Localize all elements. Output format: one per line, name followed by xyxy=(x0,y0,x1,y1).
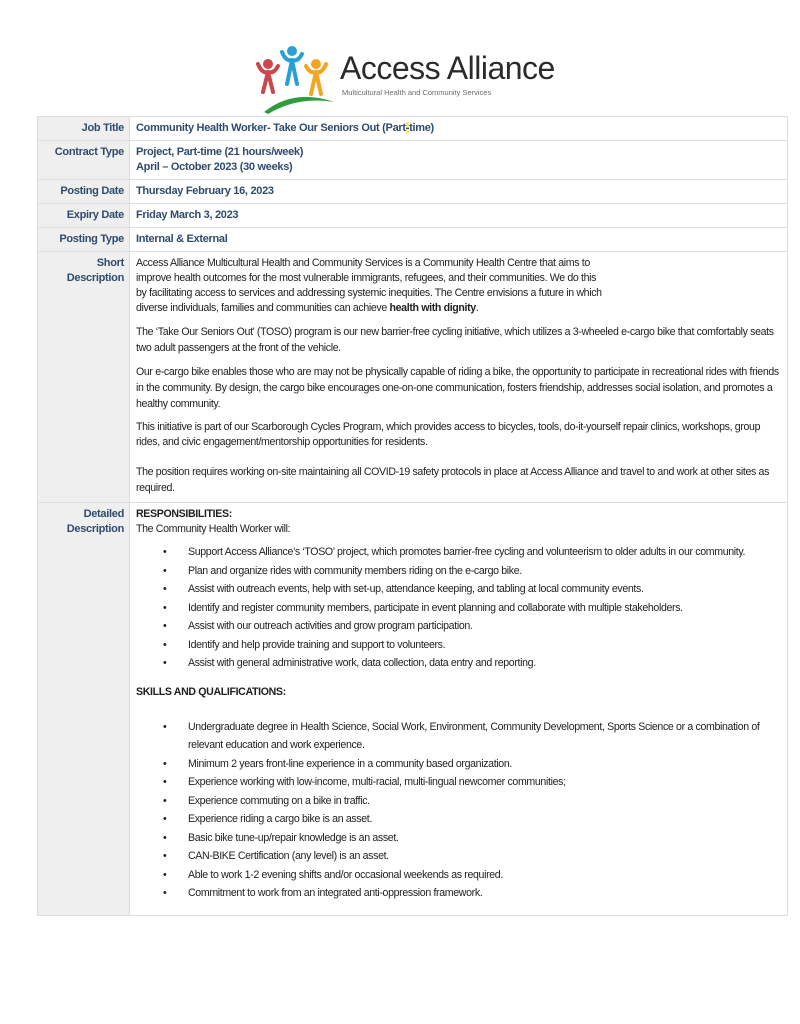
list-item: • Able to work 1-2 evening shifts and/or occasional weekends as required. xyxy=(188,866,781,885)
job-posting-table xyxy=(37,116,788,916)
covid-paragraph: The position requires working on-site maintaining all COVID-19 safety protocols in place at Access Alliance and travel to and work at other sites as required. xyxy=(136,466,770,494)
detailed-description-label-line2: Description xyxy=(66,523,124,535)
contract-type-line2: April – October 2023 (30 weeks) xyxy=(136,161,293,173)
detailed-description-label xyxy=(38,503,130,916)
contract-type-label: Contract Type xyxy=(38,141,130,180)
intro-line: Access Alliance Multicultural Health and Community Services is a Community Health Centre that aims to xyxy=(136,257,590,269)
list-item: • Experience riding a cargo bike is an asset. xyxy=(188,810,781,829)
row-contract-type xyxy=(38,141,788,180)
list-item: • Experience working with low-income, multi-racial, multi-lingual newcomer communities; xyxy=(188,773,781,792)
logo-wordmark: Access Alliance xyxy=(340,50,555,86)
list-item: • Assist with our outreach activities and grow program participation. xyxy=(188,617,781,636)
access-alliance-logo xyxy=(254,42,555,116)
row-posting-date xyxy=(38,180,788,204)
list-item: • Basic bike tune-up/repair knowledge is an asset. xyxy=(188,829,781,848)
list-item: • Identify and help provide training and support to volunteers. xyxy=(188,636,781,655)
list-item: • Plan and organize rides with community members riding on the e-cargo bike. xyxy=(188,562,781,581)
job-title-text: Community Health Worker- Take Our Seniors Out (Part xyxy=(136,122,406,134)
row-job-title xyxy=(38,117,788,141)
people-figures-icon xyxy=(254,42,338,116)
ecargo-paragraph: Our e-cargo bike enables those who are may not be physically capable of riding a bike, the opportunity to participate in recreational rides with friends in the community. By design, the cargo bike encourages one-on-one communication, fosters friendship, addresses social isolation, and promotes a healthy community. xyxy=(136,366,779,410)
row-short-description xyxy=(38,252,788,503)
skills-heading: SKILLS AND QUALIFICATIONS: xyxy=(136,685,286,698)
intro-line: diverse individuals, families and communities can achieve xyxy=(136,302,390,314)
contract-type-value xyxy=(130,141,788,180)
list-item: • Experience commuting on a bike in traffic. xyxy=(188,792,781,811)
job-title-label: Job Title xyxy=(38,117,130,141)
job-title-text-end: time) xyxy=(409,122,434,134)
detailed-description-label-line1: Detailed xyxy=(83,508,124,520)
posting-type-value: Internal & External xyxy=(130,228,788,252)
logo-tagline: Multicultural Health and Community Services xyxy=(342,88,492,97)
row-posting-type xyxy=(38,228,788,252)
expiry-date-value: Friday March 3, 2023 xyxy=(130,204,788,228)
job-title-value xyxy=(130,117,788,141)
list-item: • Assist with outreach events, help with set-up, attendance keeping, and tabling at local community events. xyxy=(188,580,781,599)
posting-type-label: Posting Type xyxy=(38,228,130,252)
highlighted-hyphen: - xyxy=(405,122,410,134)
responsibilities-list xyxy=(136,543,781,673)
responsibilities-intro: The Community Health Worker will: xyxy=(136,523,291,535)
posting-date-value: Thursday February 16, 2023 xyxy=(130,180,788,204)
toso-paragraph: The ‘Take Our Seniors Out' (TOSO) program is our new barrier-free cycling initiative, which utilizes a 3-wheeled e-cargo bike that comfortably seats two adult passengers at the front of the vehicle. xyxy=(136,326,774,354)
list-item: • Identify and register community members, participate in event planning and collaborate with multiple stakeholders. xyxy=(188,599,781,618)
short-description-label-line1: Short xyxy=(96,257,124,269)
list-item: • CAN-BIKE Certification (any level) is an asset. xyxy=(188,847,781,866)
row-expiry-date xyxy=(38,204,788,228)
intro-paragraph xyxy=(136,256,781,316)
posting-date-label: Posting Date xyxy=(38,180,130,204)
short-description-label-line2: Description xyxy=(66,272,124,284)
intro-line-end: . xyxy=(475,302,479,314)
list-item: • Support Access Alliance’s ‘TOSO’ project, which promotes barrier-free cycling and volunteerism to older adults in our community. xyxy=(188,543,781,562)
detailed-description-body xyxy=(130,503,788,916)
list-item: • Minimum 2 years front-line experience in a community based organization. xyxy=(188,755,781,774)
contract-type-line1: Project, Part-time (21 hours/week) xyxy=(136,146,304,158)
row-detailed-description xyxy=(38,503,788,916)
responsibilities-heading: RESPONSIBILITIES: xyxy=(136,508,232,520)
health-with-dignity-emphasis: health with dignity xyxy=(389,302,476,314)
skills-list xyxy=(136,718,781,903)
list-item: • Commitment to work from an integrated anti-oppression framework. xyxy=(188,884,781,903)
short-description-body xyxy=(130,252,788,503)
short-description-label xyxy=(38,252,130,503)
intro-line: improve health outcomes for the most vulnerable immigrants, refugees, and their communities. We do this xyxy=(136,272,597,284)
intro-line: by facilitating access to services and addressing systemic inequities. The Centre envisions a future in which xyxy=(136,287,602,299)
list-item: • Assist with general administrative work, data collection, data entry and reporting. xyxy=(188,654,781,673)
scarborough-cycles-paragraph: This initiative is part of our Scarborough Cycles Program, which provides access to bicycles, tools, do-it-yourself repair clinics, workshops, group rides, and civic engagement/mentorship opportunities for residents. xyxy=(136,421,761,448)
list-item: • Undergraduate degree in Health Science, Social Work, Environment, Community Development, Sports Science or a combination of relevant education and work experience. xyxy=(188,718,781,755)
expiry-date-label: Expiry Date xyxy=(38,204,130,228)
